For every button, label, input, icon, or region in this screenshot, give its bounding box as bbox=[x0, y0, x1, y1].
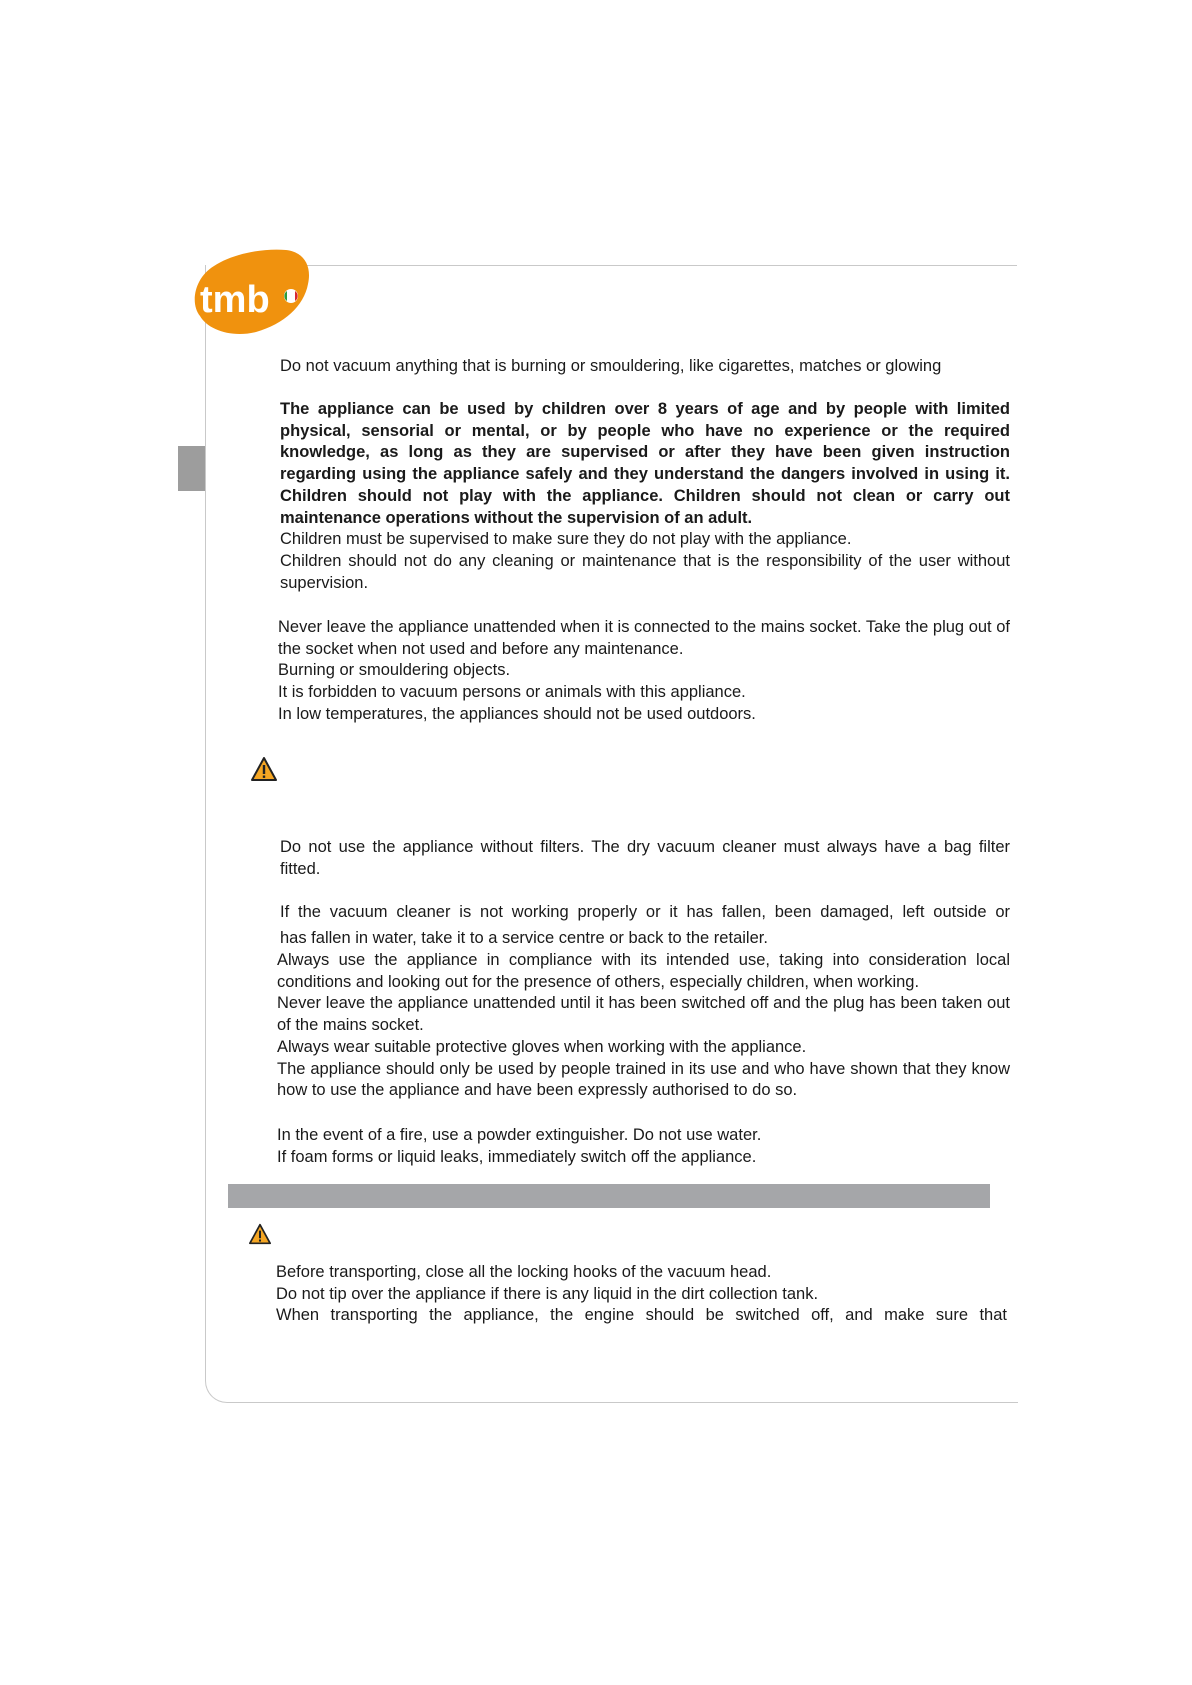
text-line: In the event of a fire, use a powder extinguisher. Do not use water. bbox=[277, 1126, 762, 1144]
text-line: Children must be supervised to make sure they do not play with the appliance. bbox=[280, 530, 852, 549]
text-line: Always wear suitable protective gloves when working with the appliance. bbox=[277, 1037, 807, 1056]
text-line: When transporting the appliance, the engine should be switched off, and make sure that bbox=[276, 1306, 1007, 1325]
text-line: Do not tip over the appliance if there is any liquid in the dirt collection tank. bbox=[276, 1284, 819, 1303]
text-line: Before transporting, close all the locking hooks of the vacuum head. bbox=[276, 1263, 772, 1281]
fire-safety-block bbox=[277, 1125, 1010, 1168]
text-line: Never leave the appliance unattended until it has been switched off and the plug has been taken out of the mains socket. bbox=[277, 994, 1010, 1035]
filters-text bbox=[280, 837, 1010, 880]
service-centre-block bbox=[280, 902, 1010, 949]
text-line: Children should not do any cleaning or maintenance that is the responsibility of the user without supervision. bbox=[280, 551, 1010, 592]
text-line: has fallen in water, take it to a service centre or back to the retailer. bbox=[280, 928, 768, 947]
text-line: Burning or smouldering objects. bbox=[278, 661, 511, 680]
section-header-bar bbox=[228, 1184, 990, 1208]
section-side-tab bbox=[178, 446, 205, 491]
bold-warning-paragraph: The appliance can be used by children over 8 years of age and by people with limited physical, sensorial or mental, or by people who have no experience or the required knowledge, as long as they are supervised or after they have been given instruction regarding using the appliance safely and they understand the dangers involved in using it. Children should not play with the appliance. Children should not clean or carry out maintenance operations without the supervision of an adult. bbox=[280, 400, 1010, 527]
svg-text:tmb: tmb bbox=[200, 279, 270, 321]
usage-guidelines-block bbox=[277, 950, 1010, 1102]
text-line: Do not vacuum anything that is burning or smouldering, like cigarettes, matches or glowing bbox=[280, 357, 942, 375]
text-line: The appliance should only be used by people trained in its use and who have shown that they know how to use the appliance and have been expressly authorised to do so. bbox=[277, 1059, 1010, 1100]
warning-triangle-icon bbox=[248, 1223, 272, 1245]
text-line: Always use the appliance in compliance with its intended use, taking into consideration local conditions and looking out for the presence of others, especially children, when working. bbox=[277, 951, 1010, 991]
mains-safety-block bbox=[278, 617, 1010, 726]
transport-block bbox=[276, 1262, 1007, 1327]
tmb-logo bbox=[186, 244, 316, 342]
text-line: If foam forms or liquid leaks, immediately switch off the appliance. bbox=[277, 1147, 757, 1166]
children-safety-block bbox=[280, 399, 1010, 594]
burning-items-text bbox=[280, 356, 1010, 378]
text-line: In low temperatures, the appliances should not be used outdoors. bbox=[278, 704, 756, 723]
text-line: Never leave the appliance unattended when it is connected to the mains socket. Take the plug out of the socket when not used and before any maintenance. bbox=[278, 618, 1010, 658]
warning-triangle-icon bbox=[250, 756, 278, 782]
text-line: It is forbidden to vacuum persons or animals with this appliance. bbox=[278, 683, 746, 702]
text-line: If the vacuum cleaner is not working properly or it has fallen, been damaged, left outside or bbox=[280, 903, 1010, 921]
text-line: Do not use the appliance without filters. The dry vacuum cleaner must always have a bag filter fitted. bbox=[280, 838, 1010, 878]
